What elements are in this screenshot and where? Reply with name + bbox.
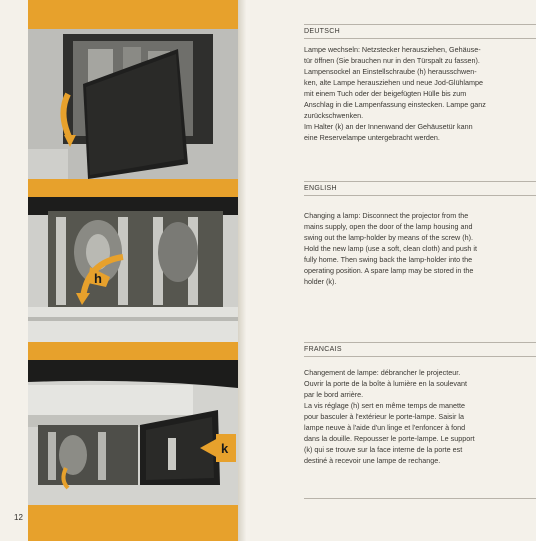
text-line: operating position. A spare lamp may be stored in the [304,266,474,275]
section-rule-top-en [304,181,536,182]
text-line: Lampe wechseln: Netzstecker herausziehen, Gehäuse- [304,45,481,54]
text-line: ken, alte Lampe herausziehen und neue Jod-Glühlampe [304,78,484,87]
text-line: zurückschwenken. [304,111,364,120]
text-line: Changement de lampe: débrancher le projecteur. [304,368,461,377]
section-rule-top-fr [304,342,536,343]
section-heading-deutsch: DEUTSCH [304,28,340,35]
page-gutter [238,0,250,541]
label-k: k [221,441,229,456]
text-line: Lampensockel an Einstellschraube (h) herausschwen- [304,67,477,76]
section-rule-top-de [304,24,536,25]
text-line: lampe neuve à l'aide d'un linge et l'enfoncer à fond [304,423,466,432]
text-line: eine Reservelampe untergebracht werden. [304,133,440,142]
section-rule-mid-fr [304,356,536,357]
text-line: destiné à recevoir une lampe de rechange. [304,456,441,465]
section-heading-english: ENGLISH [304,185,337,192]
text-line: mit einem Tuch oder der beigefügten Hülle bis zum [304,89,467,98]
section-body-deutsch [304,44,533,143]
section-rule-bottom [304,498,536,499]
text-line: pour basculer à l'extérieur le porte-lampe. Saisir la [304,412,464,421]
text-line: holder (k). [304,277,337,286]
section-body-english [304,210,533,287]
text-line: Changing a lamp: Disconnect the projector from the [304,211,469,220]
photo-open-lamp-door [28,29,238,179]
text-line: Im Halter (k) an der Innenwand der Gehäusetür kann [304,122,473,131]
section-rule-mid-de [304,38,536,39]
text-line: fully home. Then swing back the lamp-holder into the [304,255,473,264]
text-line: par le bord arrière. [304,390,364,399]
text-line: swing out the lamp-holder by means of the screw (h). [304,233,473,242]
text-line: Hold the new lamp (use a soft, clean cloth) and push it [304,244,477,253]
text-line: tür öffnen (Sie brauchen nur in den Türspalt zu fassen). [304,56,480,65]
section-rule-mid-en [304,195,536,196]
text-line: mains supply, open the door of the lamp housing and [304,222,473,231]
page-margin [0,0,28,541]
text-line: dans la douille. Repousser le porte-lampe. Le support [304,434,475,443]
photo-lamp-holder [28,197,238,342]
section-body-francais [304,367,533,466]
label-h: h [94,271,102,286]
text-line: Ouvrir la porte de la boîte à lumière en la soulevant [304,379,468,388]
photo-column [28,0,238,541]
text-line: Anschlag in die Lampenfassung einstecken. Lampe ganz [304,100,486,109]
photo-spare-lamp-holder [28,360,238,505]
text-line: La vis réglage (h) sert en même temps de manette [304,401,465,410]
page-number: 12 [14,513,23,522]
text-line: (k) qui se trouve sur la face interne de la porte est [304,445,463,454]
section-heading-francais: FRANCAIS [304,346,342,353]
